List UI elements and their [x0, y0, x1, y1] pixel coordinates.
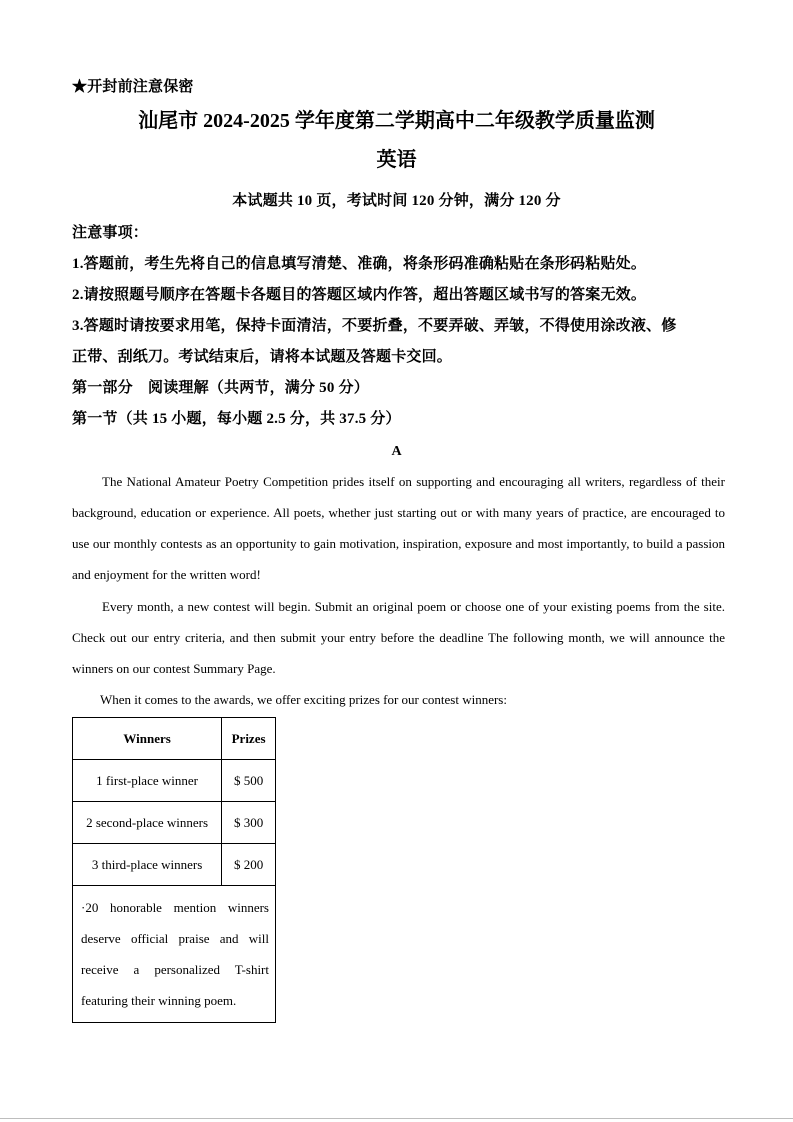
- passage-paragraph-3: When it comes to the awards, we offer exciting prizes for our contest winners:: [100, 692, 507, 707]
- note-item-3: 3.答题时请按要求用笔，保持卡面清洁，不要折叠，不要弄破、弄皱，不得使用涂改液、修: [72, 318, 677, 334]
- prize-cell: $ 500: [222, 760, 276, 802]
- prize-table: [72, 717, 276, 1023]
- subject-title: 英语: [376, 149, 417, 171]
- exam-info: 本试题共 10 页，考试时间 120 分钟，满分 120 分: [232, 193, 561, 209]
- honorable-mention-note: ·20 honorable mention winners deserve official praise and will receive a personalized T-shirt featuring their winning poem.: [73, 886, 276, 1023]
- table-row: [73, 802, 276, 844]
- passage-paragraph-2: Every month, a new contest will begin. Submit an original poem or choose one of your existing poems from the site. Check out our entry criteria, and then submit your entry before the deadline The following month, we will announce the winners on our contest Summary Page.: [72, 599, 725, 676]
- confidential-mark: ★开封前注意保密: [72, 79, 194, 95]
- passage-label: A: [391, 444, 402, 459]
- table-header-row: [73, 718, 276, 760]
- exam-title: 汕尾市 2024-2025 学年度第二学期高中二年级教学质量监测: [138, 110, 655, 132]
- prize-cell: $ 300: [222, 802, 276, 844]
- winners-cell: 1 first-place winner: [73, 760, 222, 802]
- page-bottom-rule: [0, 1118, 793, 1119]
- note-item-2: 2.请按照题号顺序在答题卡各题目的答题区域内作答，超出答题区域书写的答案无效。: [72, 287, 647, 303]
- winners-cell: 3 third-place winners: [73, 844, 222, 886]
- note-item-1: 1.答题前，考生先将自己的信息填写清楚、准确，将条形码准确粘贴在条形码粘贴处。: [72, 256, 647, 272]
- prize-cell: $ 200: [222, 844, 276, 886]
- header-prizes: Prizes: [222, 718, 276, 760]
- section1-heading: 第一节（共 15 小题，每小题 2.5 分，共 37.5 分）: [72, 411, 401, 427]
- notes-heading: 注意事项：: [72, 225, 149, 241]
- header-winners: Winners: [73, 718, 222, 760]
- winners-cell: 2 second-place winners: [73, 802, 222, 844]
- note-item-3-cont: 正带、刮纸刀。考试结束后，请将本试题及答题卡交回。: [72, 349, 453, 365]
- table-note-row: [73, 886, 276, 1023]
- part1-heading: 第一部分 阅读理解（共两节，满分 50 分）: [72, 380, 369, 396]
- table-row: [73, 760, 276, 802]
- table-row: [73, 844, 276, 886]
- passage-paragraph-1: The National Amateur Poetry Competition prides itself on supporting and encouraging all writers, regardless of their background, education or experience. All poets, whether just starting out or with many years of practice, are encouraged to use our monthly contests as an opportunity to gain motivation, inspiration, exposure and most importantly, to build a passion and enjoyment for the written word!: [72, 474, 725, 582]
